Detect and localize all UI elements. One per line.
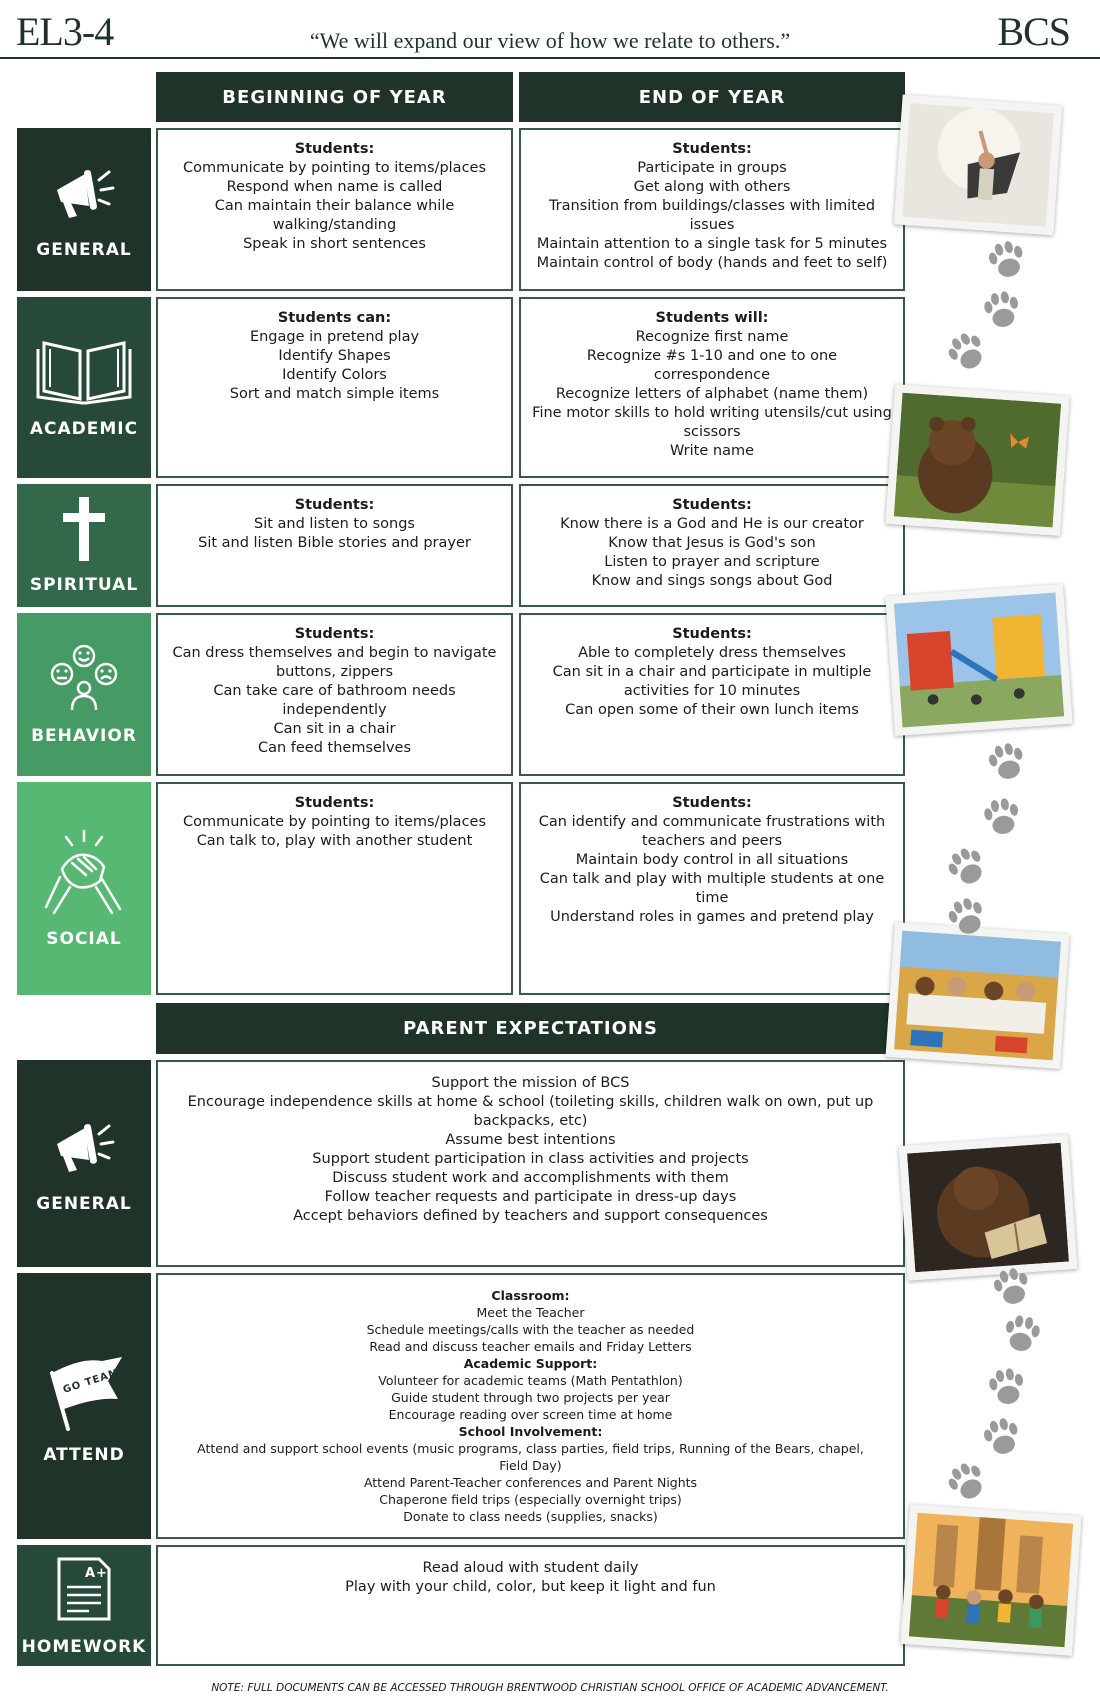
- academic-beginning-cell: Students can: Engage in pretend play Identify Shapes Identify Colors Sort and match simple items: [156, 297, 513, 478]
- category-label: ATTEND: [43, 1445, 125, 1465]
- category-label: BEHAVIOR: [31, 725, 137, 746]
- category-general: [17, 128, 151, 291]
- category-label: SOCIAL: [46, 928, 122, 949]
- parent-category-attend: [17, 1273, 151, 1539]
- category-label: ACADEMIC: [29, 418, 139, 439]
- footer-note: NOTE: FULL DOCUMENTS CAN BE ACCESSED THROUGH BRENTWOOD CHRISTIAN SCHOOL OFFICE OF ACADEMIC ADVANCEMENT.: [211, 1682, 889, 1694]
- parent-category-general: [17, 1060, 151, 1267]
- category-behavior: [17, 613, 151, 776]
- megaphone-icon: [49, 1114, 119, 1180]
- behavior-beginning-cell: Students: Can dress themselves and begin to navigate buttons, zippers Can take care of bathroom needs independently Can sit in a chair Can feed themselves: [156, 613, 513, 776]
- open-book-icon: [36, 337, 132, 405]
- social-beginning-cell: Students: Communicate by pointing to items/places Can talk to, play with another student: [156, 782, 513, 995]
- column-header-end: END OF YEAR: [519, 72, 905, 122]
- playground-photo: [885, 584, 1072, 736]
- megaphone-icon: [49, 160, 119, 226]
- bear-cub-butterfly-photo: [885, 384, 1069, 536]
- parent-category-homework: [17, 1545, 151, 1666]
- header-divider: [0, 57, 1100, 59]
- classroom-lunch-photo: [886, 922, 1070, 1069]
- paw-print-icon: [977, 792, 1028, 843]
- general-beginning-cell: Students: Communicate by pointing to items/places Respond when name is called Can maintain their balance while walking/standing Speak in short sentences: [156, 128, 513, 291]
- page-header: [0, 0, 1100, 58]
- go-team-flag-icon: [42, 1347, 126, 1431]
- spiritual-beginning-cell: Students: Sit and listen to songs Sit and listen Bible stories and prayer: [156, 484, 513, 607]
- behavior-end-cell: Students: Able to completely dress themselves Can sit in a chair and participate in multiple activities for 10 minutes Can open some of their own lunch items: [519, 613, 905, 776]
- paw-print-icon: [982, 1362, 1033, 1413]
- cross-icon: [59, 497, 109, 561]
- faces-icon: [48, 644, 120, 712]
- parent-homework-cell: Read aloud with student daily Play with your child, color, but keep it light and fun: [156, 1545, 905, 1666]
- paw-print-icon: [975, 1410, 1029, 1464]
- spiritual-end-cell: Students: Know there is a God and He is our creator Know that Jesus is God's son Listen to prayer and scripture Know and sings songs about God: [519, 484, 905, 607]
- handshake-icon: [42, 829, 126, 915]
- child-superhero-photo: [894, 95, 1063, 236]
- paw-print-icon: [997, 1309, 1048, 1360]
- paw-print-icon: [980, 233, 1034, 287]
- category-label: SPIRITUAL: [29, 574, 139, 595]
- category-label: HOMEWORK: [21, 1636, 147, 1657]
- category-label: GENERAL: [36, 239, 132, 260]
- school-logo-text: BCS: [997, 9, 1070, 54]
- academic-end-cell: Students will: Recognize first name Recognize #s 1-10 and one to one correspondence Recognize letters of alphabet (name them) Fine motor skills to hold writing utensils/cut using scissors Write name: [519, 297, 905, 478]
- parent-attend-cell: Classroom: Meet the Teacher Schedule meetings/calls with the teacher as needed Read and discuss teacher emails and Friday Letters Academic Support: Volunteer for academic teams (Math Pentathlon) Guide student through two projects per year Encourage reading over screen time at home School Involvement: Attend and support school events (music programs, class parties, field trips, Running of the Bears, chapel, Field Day) Attend Parent-Teacher conferences and Parent Nights Chaperone field trips (especially overnight trips) Donate to class needs (supplies, snacks): [156, 1273, 905, 1539]
- social-end-cell: Students: Can identify and communicate frustrations with teachers and peers Maintain body control in all situations Can talk and play with multiple students at one time Understand roles in games and pretend play: [519, 782, 905, 995]
- bear-reading-photo: [898, 1134, 1077, 1281]
- grade-label: EL3-4: [16, 9, 114, 54]
- parent-expectations-header: PARENT EXPECTATIONS: [156, 1003, 905, 1054]
- category-label: GENERAL: [36, 1193, 132, 1214]
- column-header-beginning: BEGINNING OF YEAR: [156, 72, 513, 122]
- category-spiritual: [17, 484, 151, 607]
- general-end-cell: Students: Participate in groups Get along with others Transition from buildings/classes with limited issues Maintain attention to a single task for 5 minutes Maintain control of body (hands and feet to self): [519, 128, 905, 291]
- motto: “We will expand our view of how we relate to others.”: [309, 28, 791, 53]
- svg-text:GO TEAM: GO TEAM: [61, 1367, 121, 1396]
- svg-text:A+: A+: [85, 1565, 108, 1581]
- paw-print-icon: [937, 837, 997, 897]
- children-playing-city-photo: [900, 1504, 1081, 1656]
- parent-general-cell: Support the mission of BCS Encourage independence skills at home & school (toileting skills, children walk on own, put up backpacks, etc) Assume best intentions Support student participation in class activities and projects Discuss student work and accomplishments with them Follow teacher requests and participate in dress-up days Accept behaviors defined by teachers and support consequences: [156, 1060, 905, 1267]
- paw-print-icon: [980, 735, 1034, 789]
- graded-paper-icon: [55, 1555, 113, 1623]
- category-academic: [17, 297, 151, 478]
- category-social: [17, 782, 151, 995]
- paw-print-icon: [977, 285, 1028, 336]
